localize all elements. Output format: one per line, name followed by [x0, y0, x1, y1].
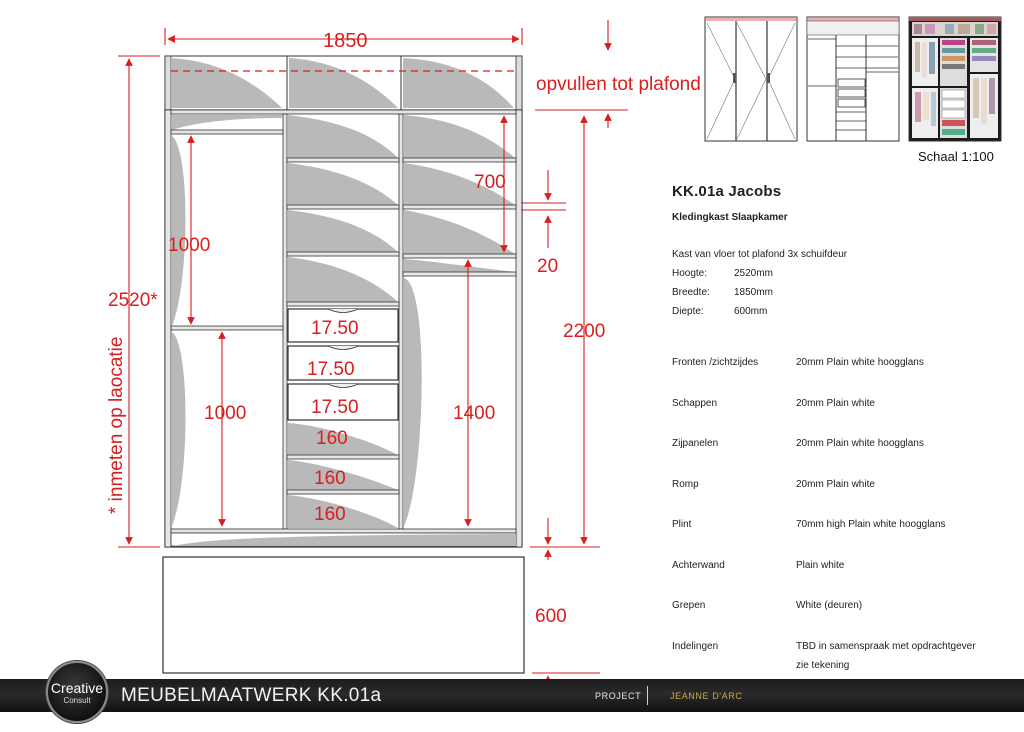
- dim-total-width: 1850: [323, 30, 368, 52]
- ceiling-filler-zone: [165, 56, 522, 110]
- spec-value: 70mm high Plain white hoogglans: [796, 519, 946, 530]
- spec-row-achterwand: [672, 560, 845, 571]
- dim-value: 2520mm: [734, 268, 773, 279]
- dim-left-upper: 1000: [168, 235, 211, 256]
- thumbnail-doors-closed: [705, 17, 797, 141]
- spec-row-indelingen: [672, 641, 976, 671]
- spec-label: Plint: [672, 519, 692, 530]
- dim-row-depth: [672, 306, 1017, 317]
- spec-value: TBD in samenspraak met opdrachtgever: [796, 641, 976, 652]
- spec-value: 20mm Plain white: [796, 479, 875, 490]
- footer-separator: [647, 686, 648, 705]
- dim-row-width: [672, 287, 1017, 298]
- spec-label: Achterwand: [672, 560, 725, 571]
- dim-drawer-1: 17.50: [311, 318, 359, 339]
- dim-total-height: 2520*: [108, 290, 158, 311]
- spec-label: Schappen: [672, 398, 718, 409]
- dim-drawer-2: 17.50: [307, 359, 355, 380]
- project-code-title: KK.01a Jacobs: [672, 183, 782, 200]
- spec-value: Plain white: [796, 560, 845, 571]
- spec-row-romp: [672, 479, 875, 490]
- dim-value: 600mm: [734, 306, 768, 317]
- spec-header: [672, 183, 1017, 317]
- dim-drawer-3: 17.50: [311, 397, 359, 418]
- scale-label: Schaal 1:100: [918, 149, 994, 164]
- footer-title: MEUBELMAATWERK KK.01a: [121, 685, 382, 706]
- spec-label: Zijpanelen: [672, 438, 719, 449]
- dim-row-height: [672, 268, 1017, 279]
- dim-fill-note: opvullen tot plafond: [536, 74, 701, 95]
- dim-value: 1850mm: [734, 287, 773, 298]
- spec-value: 20mm Plain white hoogglans: [796, 357, 924, 368]
- dim-left-lower: 1000: [204, 403, 247, 424]
- logo-text-sub: Consult: [63, 696, 91, 705]
- spec-value: 20mm Plain white: [796, 398, 875, 409]
- spec-label: Indelingen: [672, 641, 719, 652]
- dim-shelf-2: 160: [314, 468, 346, 489]
- dim-label: Breedte:: [672, 287, 710, 298]
- dim-label: Hoogte:: [672, 268, 708, 279]
- footer-project-name: JEANNE D'ARC: [670, 691, 743, 701]
- dim-measure-note: * inmeten op laocatie: [106, 336, 127, 514]
- dim-shelf-3: 160: [314, 504, 346, 525]
- plinth-box: [163, 557, 524, 673]
- spec-row-fronten: [672, 357, 924, 368]
- project-description: Kast van vloer tot plafond 3x schuifdeur: [672, 249, 848, 260]
- dim-right-gap: 20: [537, 256, 559, 277]
- logo-text-main: Creative: [50, 680, 104, 696]
- spec-row-plint: [672, 519, 946, 530]
- spec-row-grepen: [672, 600, 863, 611]
- spec-value: 20mm Plain white hoogglans: [796, 438, 924, 449]
- spec-label: Romp: [672, 479, 699, 490]
- spec-value: White (deuren): [796, 600, 863, 611]
- thumbnail-interior: [807, 17, 899, 141]
- creative-consult-logo: [46, 661, 108, 723]
- spec-label: Fronten /zichtzijdes: [672, 357, 759, 368]
- dim-height-2200: 2200: [563, 321, 606, 342]
- dim-right-lower: 1400: [453, 403, 496, 424]
- dim-plinth: 600: [535, 606, 567, 627]
- thumbnail-filled: [909, 17, 1001, 141]
- dim-shelf-1: 160: [316, 428, 348, 449]
- spec-value-note: zie tekening: [796, 660, 850, 671]
- dim-right-upper: 700: [474, 172, 506, 193]
- spec-row-zijpanelen: [672, 438, 924, 449]
- spec-label: Grepen: [672, 600, 706, 611]
- spec-row-schappen: [672, 398, 875, 409]
- footer-bar: [0, 679, 1024, 712]
- project-subtitle: Kledingkast Slaapkamer: [672, 212, 788, 223]
- dim-label: Diepte:: [672, 306, 704, 317]
- footer-project-label: PROJECT: [595, 691, 642, 701]
